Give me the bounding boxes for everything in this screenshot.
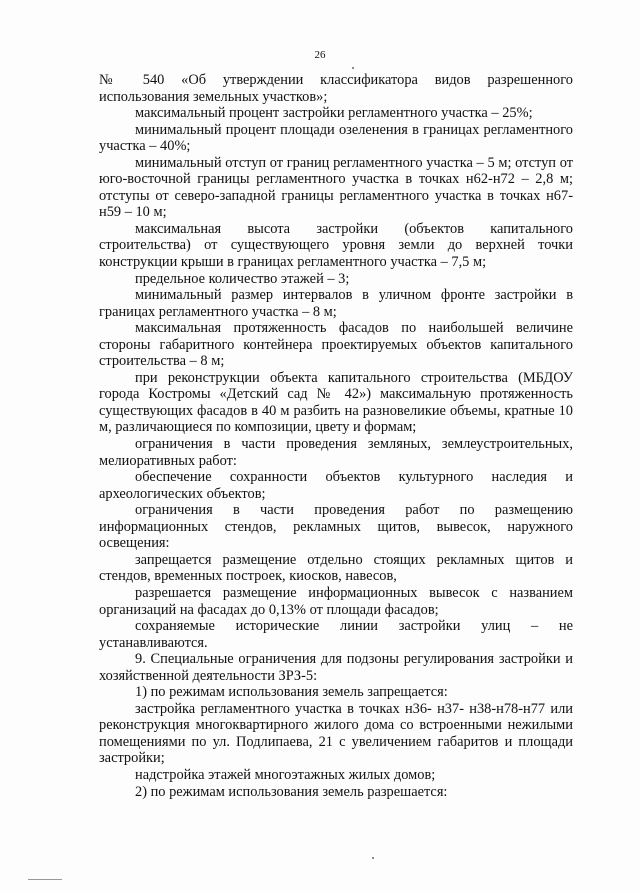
paragraph: обеспечение сохранности объектов культурного наследия и археологических объектов;: [99, 469, 573, 502]
paragraph: сохраняемые исторические линии застройки улиц – не устанавливаются.: [99, 618, 573, 651]
paragraph: запрещается размещение отдельно стоящих рекламных щитов и стендов, временных построек, киосков, навесов,: [99, 551, 573, 585]
document-body: [99, 72, 573, 800]
page-number: 26: [314, 49, 326, 61]
paragraph: ограничения в части проведения работ по размещению информационных стендов, рекламных щитов, вывесок, наружного освещения:: [99, 502, 573, 552]
paragraph: минимальный отступ от границ регламентного участка – 5 м; отступ от юго-восточной границы регламентного участка в точках н62-н72 – 2,8 м; отступы от северо-западной границы регламентного участка в точках н67-н59 – 10 м;: [99, 154, 573, 221]
paragraph: № 540 «Об утверждении классификатора видов разрешенного использования земельных участков»;: [99, 72, 573, 105]
paragraph: надстройка этажей многоэтажных жилых домов;: [135, 766, 436, 783]
paragraph: 1) по режимам использования земель запрещается:: [135, 684, 448, 701]
paragraph: предельное количество этажей – 3;: [135, 270, 350, 287]
scan-speck: [352, 67, 354, 69]
paragraph: максимальная высота застройки (объектов капитального строительства) от существующего уровня земли до верхней точки конструкции крыши в границах регламентного участка – 7,5 м;: [99, 220, 573, 271]
paragraph: минимальный размер интервалов в уличном фронте застройки в границах регламентного участка – 8 м;: [99, 287, 573, 320]
paragraph: максимальная протяженность фасадов по наибольшей величине стороны габаритного контейнера проектируемых объектов капитального строительства – 8 м;: [99, 320, 573, 370]
scan-speck: [372, 857, 374, 859]
paragraph: ограничения в части проведения земляных, землеустроительных, мелиоративных работ:: [99, 436, 573, 469]
paragraph: 9. Специальные ограничения для подзоны регулирования застройки и хозяйственной деятельности ЗРЗ-5:: [99, 651, 573, 684]
paragraph: застройка регламентного участка в точках н36- н37- н38-н78-н77 или реконструкция многоквартирного жилого дома со встроенными нежилыми помещениями по ул. Подлипаева, 21 с увеличением габаритов и площади застройки;: [99, 700, 573, 767]
paragraph: минимальный процент площади озеленения в границах регламентного участка – 40%;: [99, 121, 573, 155]
paragraph: 2) по режимам использования земель разрешается:: [135, 783, 448, 800]
paragraph: максимальный процент застройки регламентного участка – 25%;: [135, 105, 533, 122]
paragraph: разрешается размещение информационных вывесок с названием организаций на фасадах до 0,13% от площади фасадов;: [99, 584, 573, 618]
paragraph: при реконструкции объекта капитального строительства (МБДОУ города Костромы «Детский сад № 42») максимальную протяженность существующих фасадов в 40 м разбить на разновеликие объемы, кратные 10 м, различающиеся по композиции, цвету и формам;: [99, 369, 573, 436]
scan-edge-mark: [28, 879, 62, 880]
